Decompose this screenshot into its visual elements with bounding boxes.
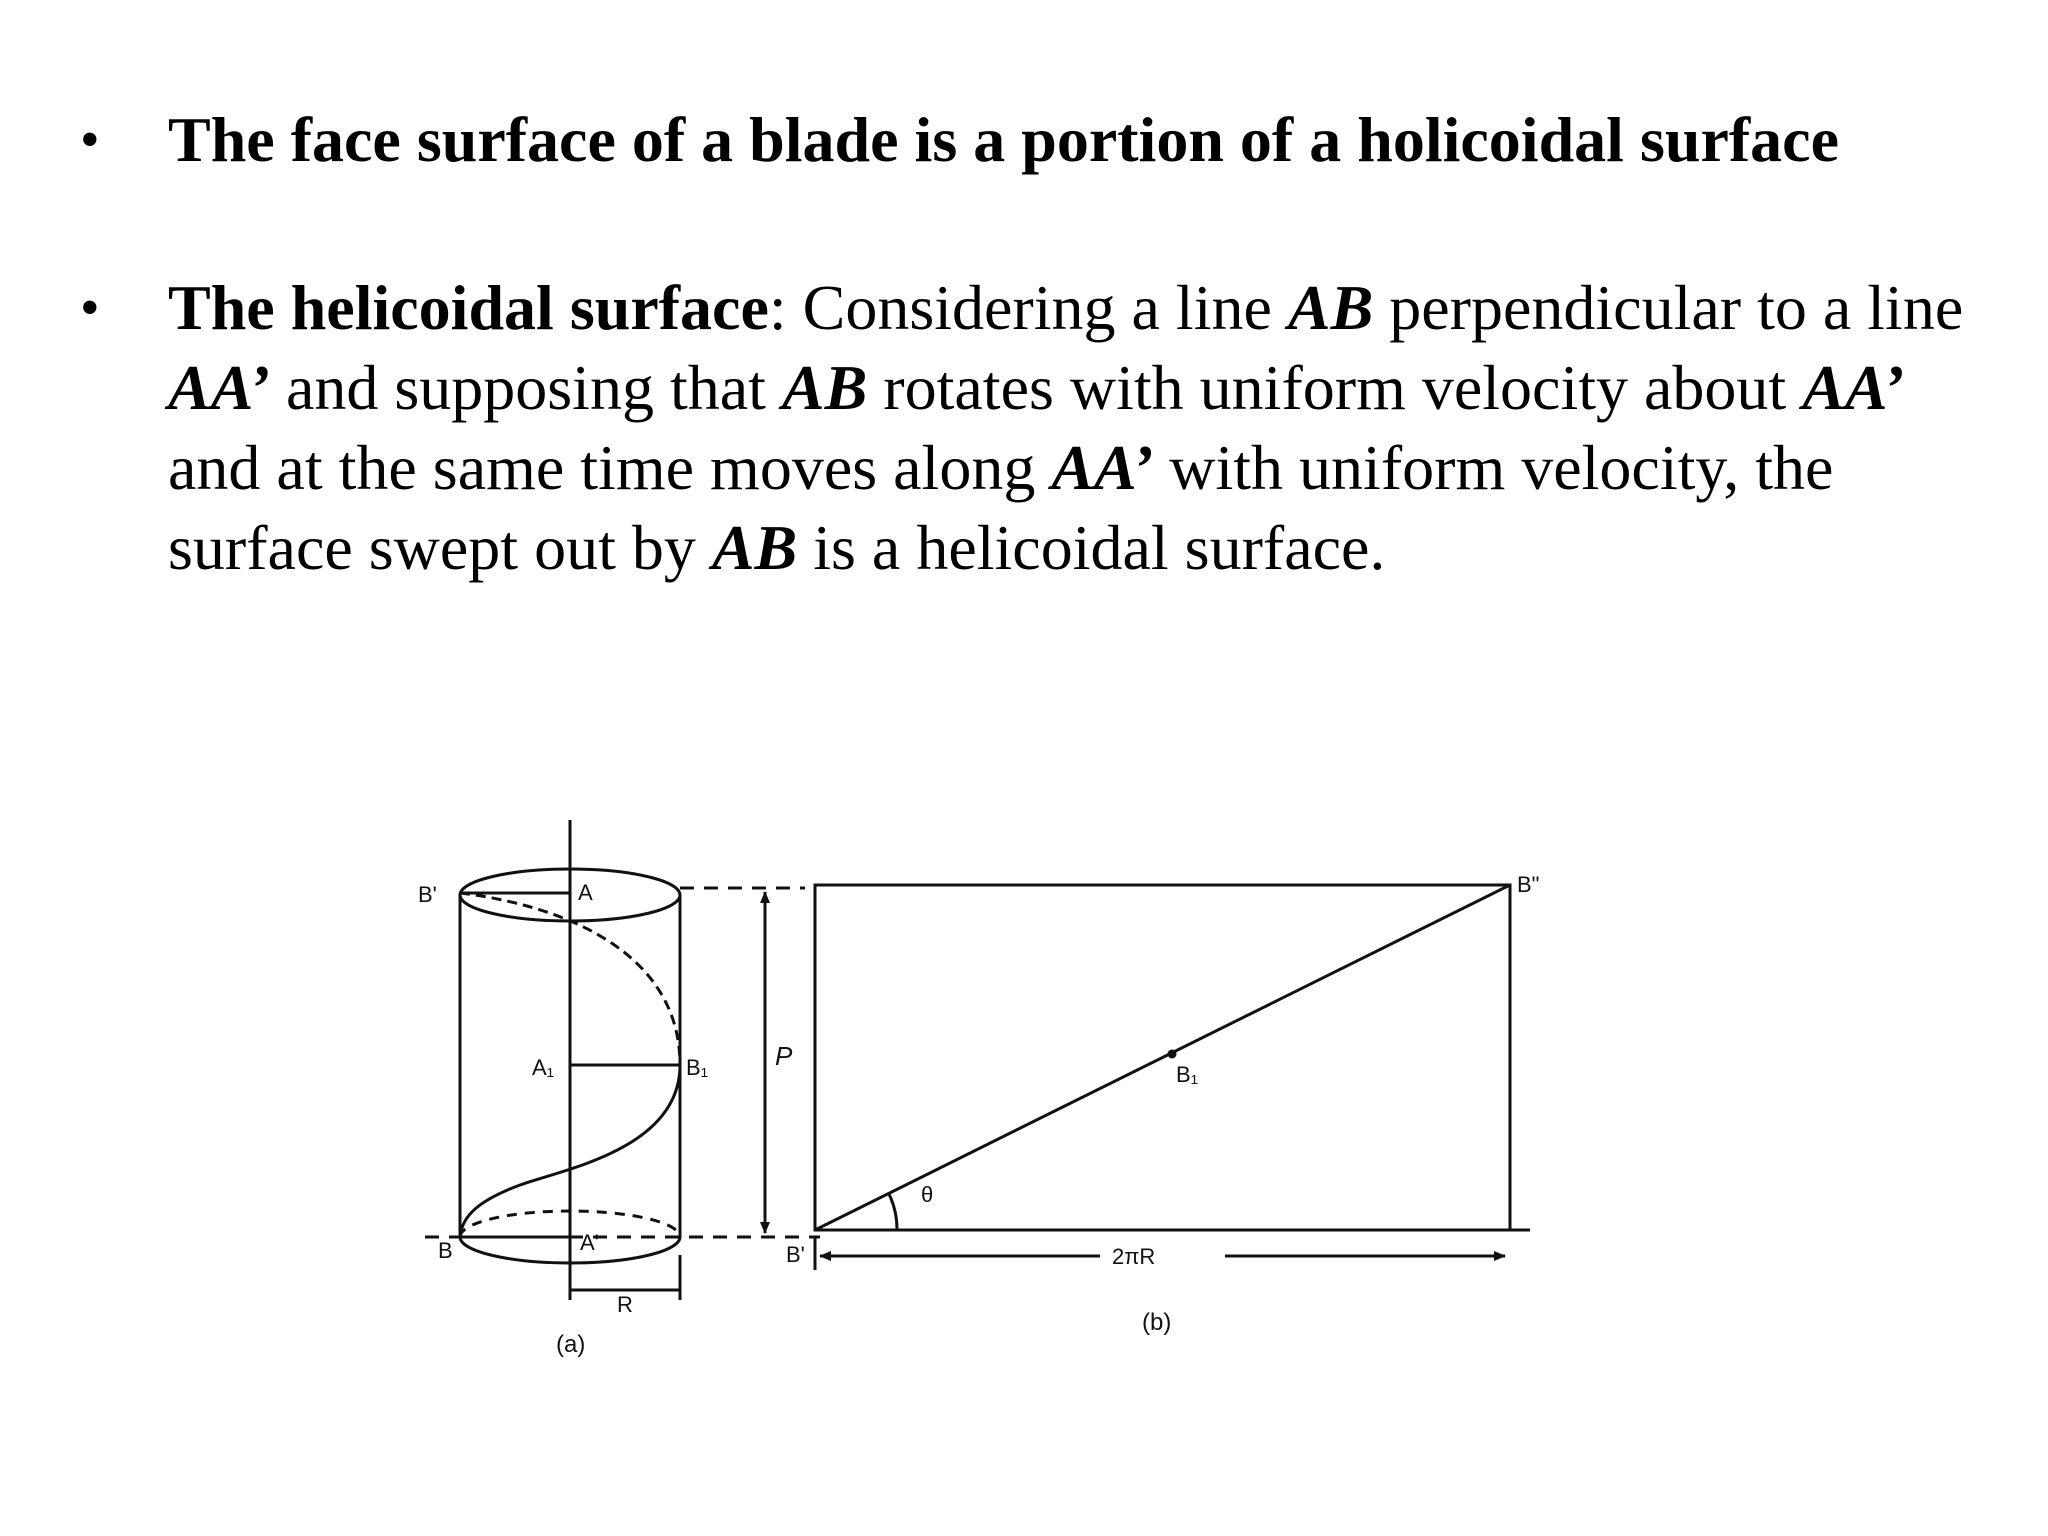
caption-b: (b) (1142, 1309, 1172, 1336)
label-a1: A₁ (532, 1055, 555, 1080)
label-theta: θ (921, 1182, 934, 1207)
bullet-text-face-surface: The face surface of a blade is a portion of a holicoidal surface (168, 104, 1839, 175)
cylinder-figure (425, 820, 820, 1300)
bullet-marker-1: • (80, 109, 100, 171)
label-b-prime-rect: B' (786, 1242, 805, 1267)
bullet-marker-2: • (80, 277, 100, 339)
symbol-ab-3: AB (711, 512, 798, 583)
label-r: R (617, 1292, 633, 1317)
label-a-prime: A' (580, 1230, 599, 1255)
unrolled-figure (815, 885, 1530, 1270)
label-p: P (775, 1041, 793, 1071)
text-part-5: and at the same time moves along (168, 432, 1052, 503)
label-b1-rect: B₁ (1176, 1062, 1199, 1087)
label-a-top: A (578, 880, 593, 905)
text-part-1: Considering a line (802, 272, 1288, 343)
term-helicoidal-surface: The helicoidal surface (168, 272, 769, 343)
label-2pir: 2πR (1112, 1244, 1156, 1269)
symbol-aa-prime-2: AA’ (1802, 352, 1905, 423)
text-colon: : (768, 272, 803, 343)
theta-arc (889, 1194, 897, 1230)
label-b-prime-top: B' (418, 882, 437, 907)
point-b1-marker (1169, 1051, 1175, 1057)
symbol-aa-prime-1: AA’ (168, 352, 270, 423)
label-b-double-prime: B" (1517, 872, 1540, 897)
text-part-2: perpendicular to a line (1373, 272, 1964, 343)
symbol-ab-2: AB (781, 352, 868, 423)
text-part-4: rotates with uniform velocity about (867, 352, 1803, 423)
label-b-bottom: B (438, 1238, 453, 1263)
symbol-aa-prime-3: AA’ (1051, 432, 1154, 503)
text-part-3: and supposing that (269, 352, 782, 423)
caption-a: (a) (556, 1331, 586, 1358)
text-part-6: with uniform velocity, the surface swept out by (168, 432, 1834, 583)
label-b1-cylinder: B₁ (686, 1055, 709, 1080)
symbol-ab-1: AB (1287, 272, 1374, 343)
text-part-7: is a helicoidal surface. (797, 512, 1386, 583)
helix-diagonal (815, 885, 1510, 1230)
